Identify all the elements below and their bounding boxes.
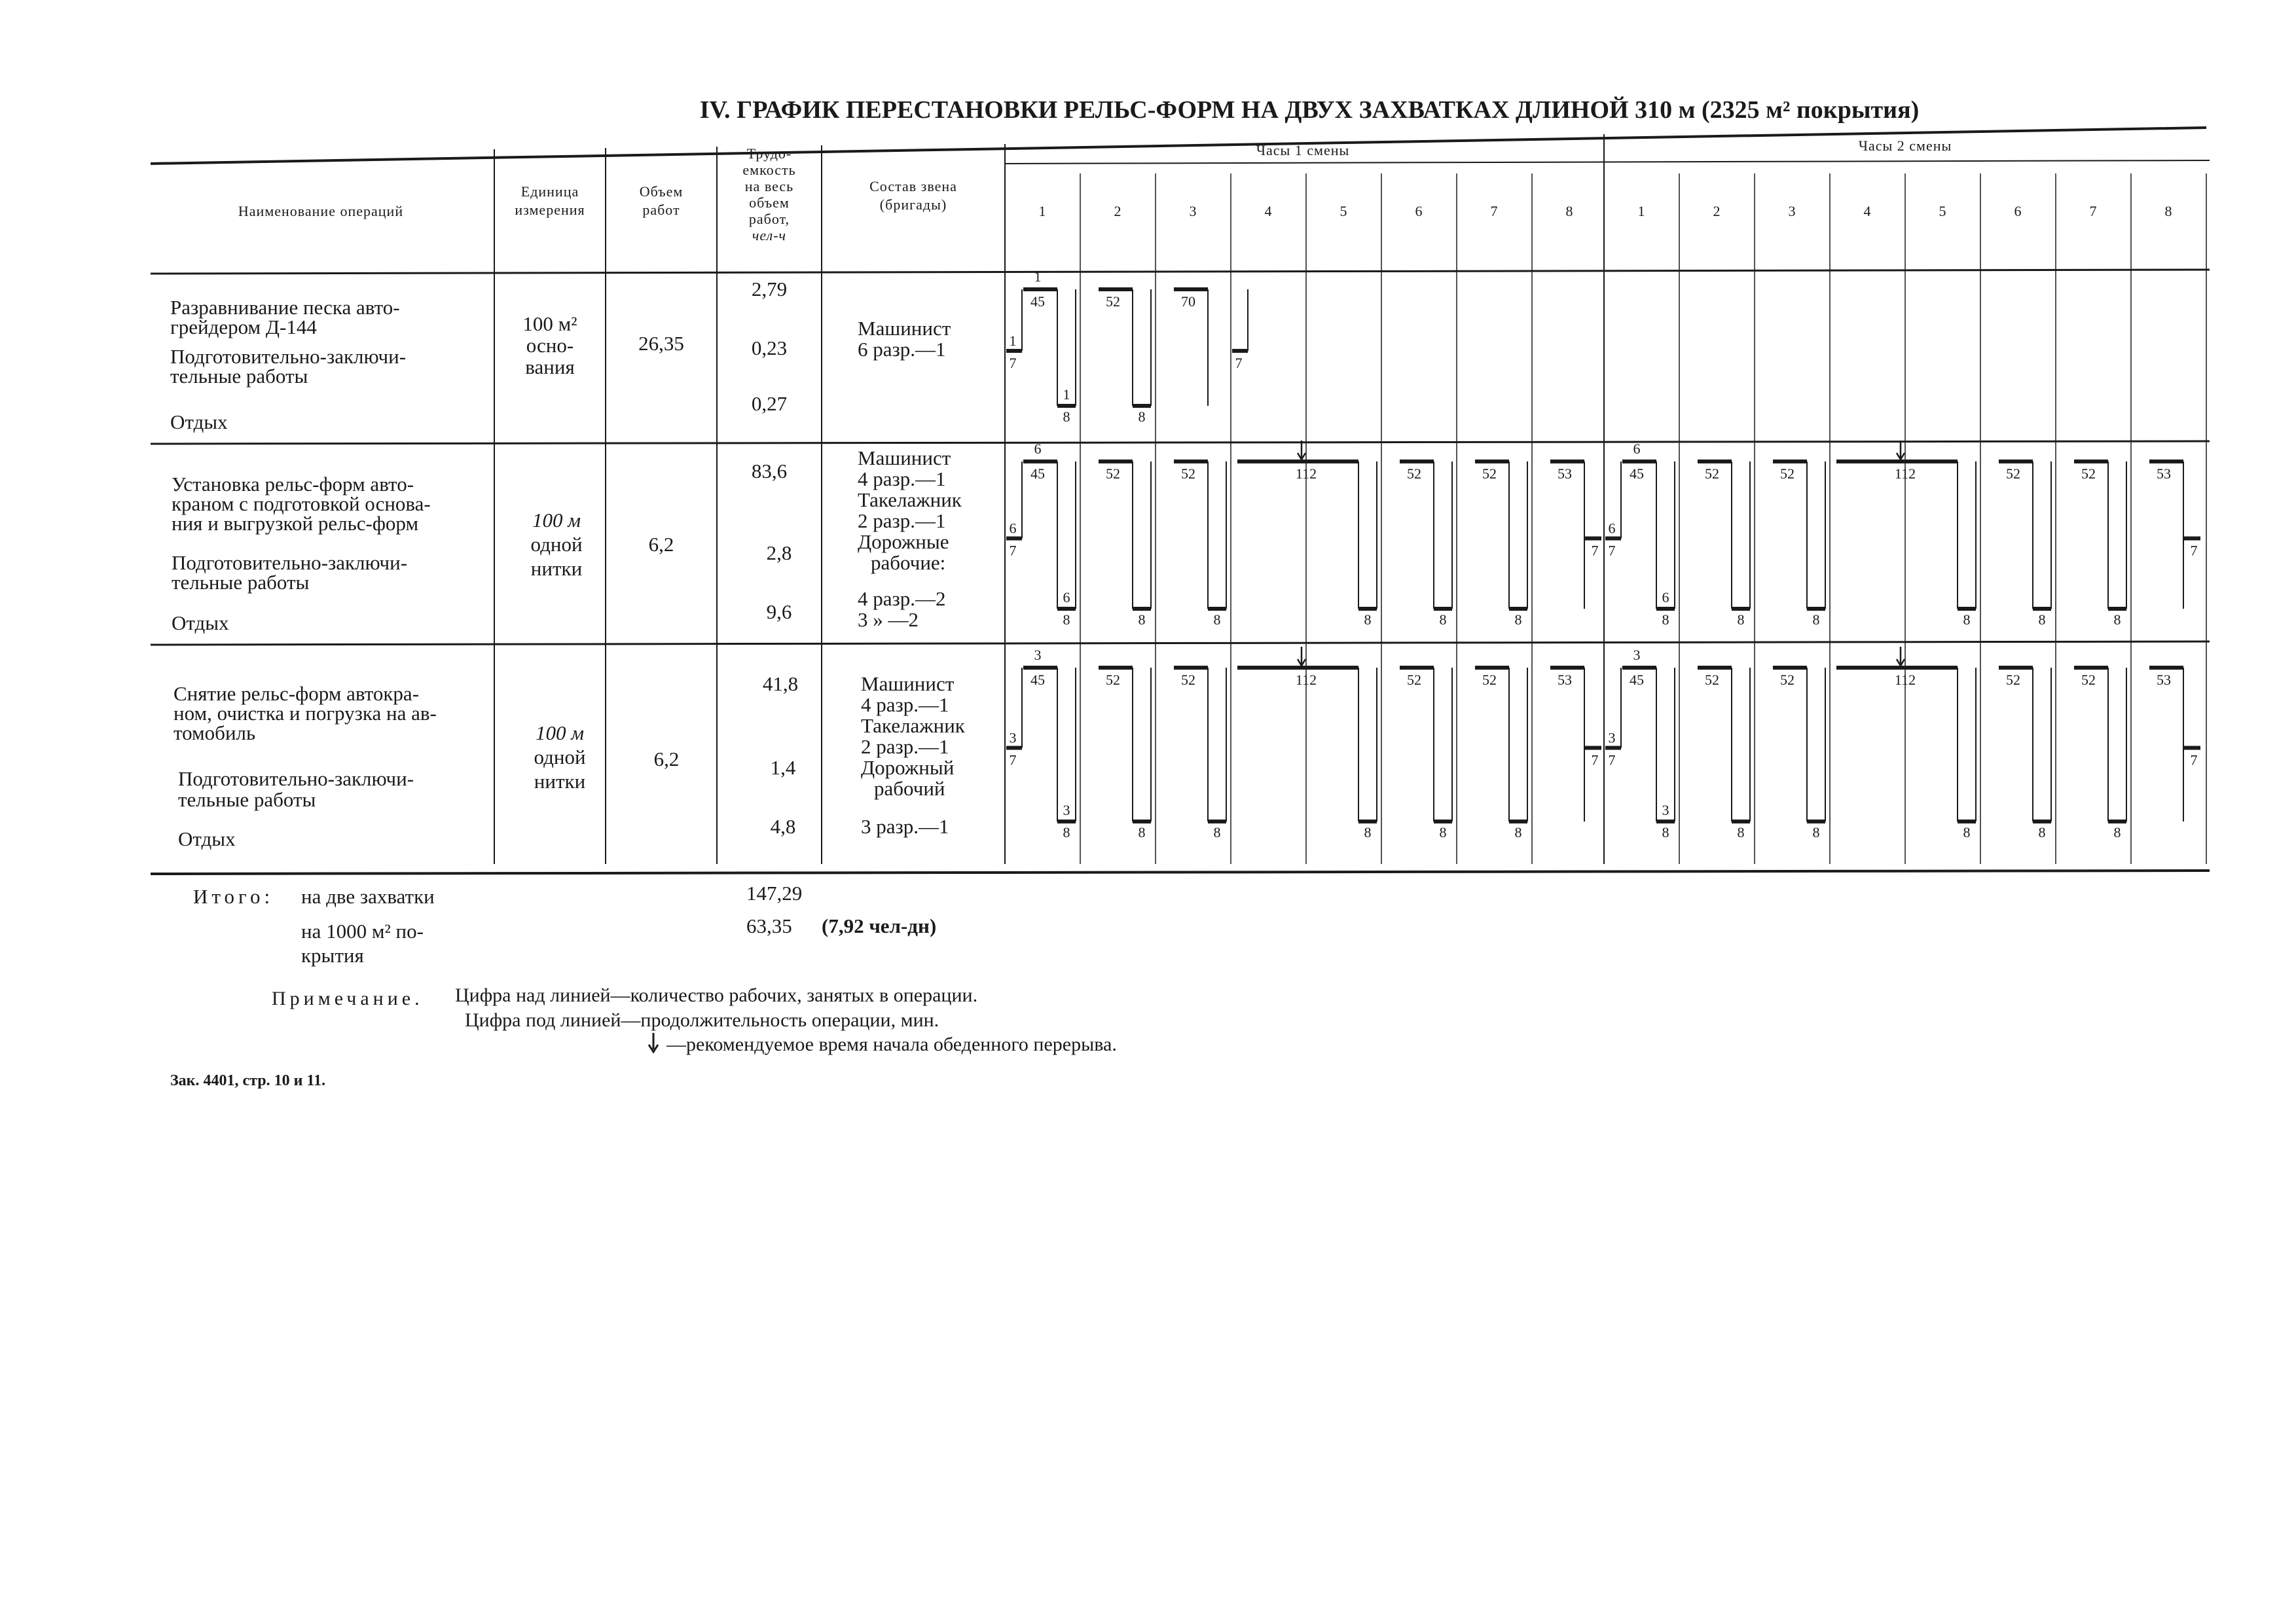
duration-label: 8 [1213, 611, 1221, 628]
duration-label: 8 [2113, 824, 2121, 840]
duration-label: 7 [2190, 542, 2198, 559]
duration-label: 53 [2157, 465, 2171, 482]
hour-label: 3 [1189, 203, 1197, 219]
header-shift-1: Часы 1 смены [1256, 142, 1350, 158]
crew-line: 2 разр.—1 [858, 509, 946, 532]
hour-label: 6 [1415, 203, 1423, 219]
duration-label: 8 [1662, 824, 1669, 840]
unit-line: осно- [526, 334, 574, 357]
labor-value: 2,79 [751, 278, 788, 300]
workers-count-label: 6 [1063, 589, 1070, 605]
operation-name-line: грейдером Д-144 [170, 316, 317, 338]
hour-label: 1 [1637, 203, 1646, 219]
duration-label: 8 [1514, 824, 1522, 840]
header-labor-line-1: Трудо- [746, 145, 792, 162]
table-row [172, 446, 962, 634]
header-crew-line-1: Состав звена [869, 178, 957, 194]
operation-name-line: Отдых [170, 410, 228, 433]
duration-label: 8 [1063, 824, 1070, 840]
operation-name-line: томобиль [173, 721, 256, 744]
duration-label: 52 [1407, 672, 1421, 688]
unit-line: нитки [530, 557, 583, 580]
duration-label: 52 [1106, 465, 1120, 482]
totals-label: Итого: [193, 885, 274, 908]
operation-name-line: Снятие рельс-форм автокра- [173, 682, 420, 705]
duration-label: 8 [1364, 824, 1372, 840]
duration-label: 8 [1364, 611, 1372, 628]
duration-label: 112 [1295, 465, 1317, 482]
hour-label: 8 [1565, 203, 1574, 219]
duration-label: 7 [1608, 751, 1616, 768]
totals-two-zones-value: 147,29 [746, 882, 803, 905]
duration-label: 8 [1812, 611, 1820, 628]
operation-name-line: краном с подготовкой основа- [172, 492, 431, 515]
crew-line: 6 разр.—1 [858, 338, 946, 361]
workers-count-label: 1 [1063, 386, 1070, 403]
crew-line: 4 разр.—2 [858, 587, 946, 610]
crew-line: 3 разр.—1 [861, 815, 949, 838]
duration-label: 45 [1030, 465, 1045, 482]
duration-label: 70 [1181, 293, 1195, 310]
header-crew-line-2: (бригады) [879, 196, 947, 213]
print-order-info: Зак. 4401, стр. 10 и 11. [170, 1072, 326, 1089]
hour-label: 8 [2164, 203, 2173, 219]
duration-label: 8 [1737, 611, 1745, 628]
table-frame [151, 128, 2210, 874]
operation-name-line: Разравнивание песка авто- [170, 296, 400, 319]
duration-label: 52 [1705, 465, 1719, 482]
note-line: Цифра над линией—количество рабочих, занятых в операции. [455, 984, 978, 1006]
volume-value: 6,2 [648, 533, 674, 556]
duration-label: 52 [2081, 672, 2096, 688]
hour-label: 5 [1939, 203, 1947, 219]
workers-count-label: 3 [1662, 802, 1669, 818]
duration-label: 8 [1963, 611, 1971, 628]
hour-label: 2 [1713, 203, 1721, 219]
duration-label: 8 [1138, 611, 1146, 628]
hour-label: 1 [1038, 203, 1047, 219]
hour-labels [1039, 203, 2173, 219]
workers-count-label: 3 [1009, 729, 1017, 746]
workers-count-label: 6 [1034, 441, 1042, 457]
duration-label: 7 [2190, 751, 2198, 768]
totals-per-area-value: 63,35 [746, 914, 792, 937]
crew-line: Такелажник [861, 714, 965, 737]
duration-label: 45 [1630, 672, 1644, 688]
operation-name-line: Установка рельс-форм авто- [172, 473, 414, 496]
duration-label: 52 [1181, 672, 1195, 688]
volume-value: 26,35 [638, 332, 684, 355]
labor-value: 0,27 [751, 392, 788, 415]
operation-name-line: тельные работы [178, 788, 316, 811]
header-operation: Наименование операций [238, 203, 404, 219]
crew-line: 4 разр.—1 [858, 467, 946, 490]
unit-line: нитки [534, 770, 586, 793]
operation-name-line: Подготовительно-заключи- [172, 551, 408, 574]
table-row [170, 278, 951, 433]
duration-label: 8 [1963, 824, 1971, 840]
duration-label: 7 [1591, 751, 1599, 768]
workers-count-label: 3 [1608, 729, 1616, 746]
crew-line: 4 разр.—1 [861, 693, 949, 716]
duration-label: 45 [1030, 293, 1045, 310]
duration-label: 52 [1482, 465, 1497, 482]
operation-name-line: ния и выгрузкой рельс-форм [172, 512, 419, 535]
volume-value: 6,2 [653, 748, 680, 770]
operation-name-line: тельные работы [170, 365, 308, 388]
operation-name-line: Подготовительно-заключи- [178, 767, 414, 790]
note-block [272, 984, 1117, 1055]
labor-value: 41,8 [762, 672, 799, 695]
duration-label: 8 [2038, 824, 2046, 840]
workers-count-label: 6 [1633, 441, 1641, 457]
labor-value: 1,4 [770, 756, 796, 779]
hour-label: 6 [2014, 203, 2022, 219]
unit-line: одной [530, 533, 583, 556]
crew-line: рабочий [874, 777, 945, 800]
duration-label: 8 [1138, 824, 1146, 840]
note-line: —рекомендуемое время начала обеденного перерыва. [666, 1034, 1117, 1055]
duration-label: 7 [1009, 751, 1017, 768]
operation-name-line: ном, очистка и погрузка на ав- [173, 702, 437, 725]
header-volume-line-1: Объем [639, 183, 683, 200]
header-volume-line-2: работ [642, 202, 680, 218]
labor-value: 2,8 [766, 541, 792, 564]
duration-label: 8 [1514, 611, 1522, 628]
duration-label: 52 [2006, 465, 2020, 482]
hour-label: 4 [1863, 203, 1872, 219]
workers-count-label: 6 [1662, 589, 1669, 605]
hour-label: 7 [1490, 203, 1499, 219]
note-label: Примечание. [272, 988, 424, 1009]
duration-label: 7 [1009, 542, 1017, 559]
duration-label: 7 [1235, 355, 1243, 371]
labor-value: 83,6 [751, 460, 788, 482]
workers-count-label: 1 [1034, 268, 1042, 285]
crew-line: Дорожный [861, 756, 955, 779]
hour-label: 5 [1339, 203, 1348, 219]
operation-name-line: Отдых [172, 611, 229, 634]
duration-label: 8 [1063, 408, 1070, 425]
table-row [173, 672, 966, 850]
header-labor-line-2: емкость [742, 162, 796, 178]
workers-count-label: 3 [1034, 647, 1042, 663]
duration-label: 8 [1439, 824, 1447, 840]
labor-value: 0,23 [751, 336, 788, 359]
duration-label: 45 [1030, 672, 1045, 688]
header-unit-line-1: Единица [520, 183, 579, 200]
duration-label: 52 [1482, 672, 1497, 688]
unit-line: 100 м [535, 721, 585, 744]
crew-line: Машинист [858, 317, 951, 340]
crew-line: Такелажник [858, 488, 962, 511]
header-labor-line-4: объем [749, 194, 790, 211]
operation-name-line: Отдых [178, 827, 236, 850]
hour-grid [1080, 173, 2206, 864]
duration-label: 7 [1608, 542, 1616, 559]
duration-label: 52 [1106, 293, 1120, 310]
crew-line: 2 разр.—1 [861, 735, 949, 758]
unit-line: вания [525, 355, 575, 378]
unit-line: одной [534, 746, 586, 768]
header-unit-line-2: измерения [515, 202, 585, 218]
labor-value: 9,6 [766, 600, 792, 623]
workers-count-label: 3 [1063, 802, 1070, 818]
header-shift-2: Часы 2 смены [1858, 137, 1952, 154]
crew-line: 3 » —2 [858, 608, 919, 631]
duration-label: 8 [2113, 611, 2121, 628]
header-labor-line-6: чел-ч [752, 227, 787, 244]
duration-label: 8 [1213, 824, 1221, 840]
duration-label: 112 [1894, 465, 1916, 482]
operation-name-line: Подготовительно-заключи- [170, 345, 407, 368]
totals-two-zones-label: на две захватки [301, 885, 435, 908]
crew-line: рабочие: [871, 551, 946, 574]
header-labor-line-3: на весь [744, 178, 794, 194]
duration-label: 52 [1705, 672, 1719, 688]
hour-label: 7 [2089, 203, 2098, 219]
hour-label: 3 [1788, 203, 1796, 219]
lunch-arrow-icon [649, 1033, 658, 1052]
duration-label: 8 [1812, 824, 1820, 840]
totals-per-area-label-line-1: на 1000 м² по- [301, 920, 424, 943]
note-line: Цифра под линией—продолжительность операции, мин. [465, 1009, 939, 1031]
workers-count-label: 1 [1009, 333, 1017, 349]
totals-block [193, 882, 936, 967]
duration-label: 112 [1295, 672, 1317, 688]
workers-count-label: 6 [1009, 520, 1017, 537]
workers-count-label: 6 [1608, 520, 1616, 537]
duration-label: 52 [1780, 672, 1795, 688]
totals-per-area-days: (7,92 чел-дн) [822, 914, 937, 937]
labor-value: 4,8 [770, 815, 796, 838]
duration-label: 52 [1181, 465, 1195, 482]
duration-label: 8 [1063, 611, 1070, 628]
totals-per-area-label-line-2: крытия [301, 944, 364, 967]
duration-label: 52 [1407, 465, 1421, 482]
duration-label: 7 [1591, 542, 1599, 559]
header-labor-line-5: работ, [748, 211, 790, 227]
duration-label: 8 [1737, 824, 1745, 840]
duration-label: 53 [1558, 672, 1572, 688]
duration-label: 8 [1138, 408, 1146, 425]
duration-label: 45 [1630, 465, 1644, 482]
crew-line: Машинист [858, 446, 951, 469]
operation-name-line: тельные работы [172, 571, 310, 594]
duration-label: 52 [2006, 672, 2020, 688]
crew-line: Дорожные [858, 530, 949, 553]
duration-label: 8 [1662, 611, 1669, 628]
hour-label: 4 [1264, 203, 1273, 219]
workers-count-label: 3 [1633, 647, 1641, 663]
duration-label: 112 [1894, 672, 1916, 688]
duration-label: 8 [2038, 611, 2046, 628]
unit-line: 100 м² [522, 312, 577, 335]
crew-line: Машинист [861, 672, 955, 695]
duration-label: 7 [1009, 355, 1017, 371]
page-title: IV. ГРАФИК ПЕРЕСТАНОВКИ РЕЛЬС-ФОРМ НА ДВУХ ЗАХВАТКАХ ДЛИНОЙ 310 м (2325 м² покрытия) [699, 96, 1920, 124]
unit-line: 100 м [532, 509, 581, 532]
duration-label: 52 [1780, 465, 1795, 482]
duration-label: 52 [1106, 672, 1120, 688]
duration-label: 53 [2157, 672, 2171, 688]
duration-label: 52 [2081, 465, 2096, 482]
duration-label: 8 [1439, 611, 1447, 628]
hour-label: 2 [1114, 203, 1122, 219]
duration-label: 53 [1558, 465, 1572, 482]
